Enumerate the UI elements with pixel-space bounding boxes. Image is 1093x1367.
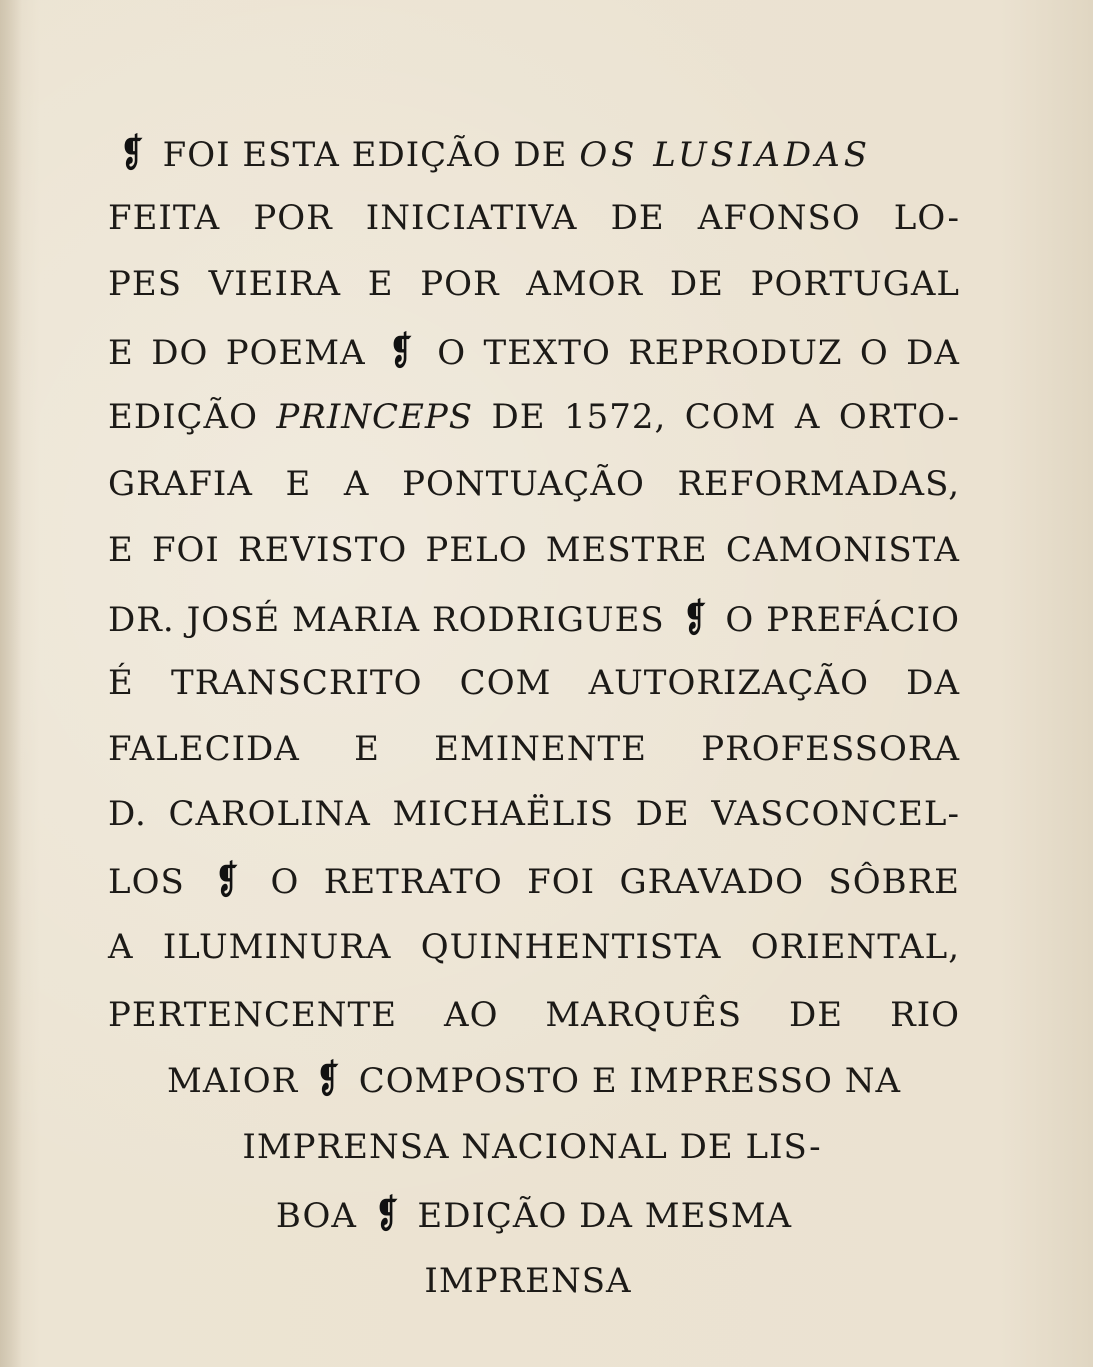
colophon-line-10: FALECIDA E EMINENTE PROFESSORA [108,729,960,769]
line-1-text: FOI ESTA EDIÇÃO DE [162,135,568,175]
pilcrow-icon: ❡ [317,1056,341,1101]
pilcrow-icon: ❡ [683,595,707,640]
line-17-part-b: EDIÇÃO DA MESMA [417,1196,793,1236]
line-4-part-b: O TEXTO REPRODUZ O DA [437,333,960,373]
colophon-line-11: D. CAROLINA MICHAËLIS DE VASCONCEL- [108,794,960,834]
colophon-line-13: A ILUMINURA QUINHENTISTA ORIENTAL, [108,927,960,967]
book-title: OS LUSIADAS [579,135,872,175]
pilcrow-icon: ❡ [389,328,413,373]
colophon-line-9: É TRANSCRITO COM AUTORIZAÇÃO DA [108,663,960,703]
colophon-line-15 [108,1052,960,1106]
line-12-part-a: LOS [108,862,185,902]
colophon-line-3: PES VIEIRA E POR AMOR DE PORTUGAL [108,264,960,304]
page-edge-shadow [0,0,22,1367]
colophon-line-4 [108,324,960,378]
colophon-line-16: IMPRENSA NACIONAL DE LIS- [242,1127,822,1167]
colophon-line-18: IMPRENSA [424,1261,632,1301]
colophon-line-17 [108,1187,960,1241]
line-8-part-b: O PREFÁCIO [725,600,960,640]
colophon-line-2: FEITA POR INICIATIVA DE AFONSO LO- [108,198,960,238]
line-8-part-a: DR. JOSÉ MARIA RODRIGUES [108,600,665,640]
colophon-line-5 [108,390,960,444]
colophon-line-1 [114,126,966,180]
line-15-part-a: MAIOR [167,1061,299,1101]
line-12-part-b: O RETRATO FOI GRAVADO SÔBRE [270,862,961,902]
line-5-part-a: EDIÇÃO [108,397,258,437]
line-15-part-b: COMPOSTO E IMPRESSO NA [358,1061,901,1101]
princeps-word: PRINCEPS [276,397,474,437]
colophon-line-14: PERTENCENTE AO MARQUÊS DE RIO [108,995,960,1035]
pilcrow-icon: ❡ [375,1191,399,1236]
line-5-part-c: DE 1572, COM A ORTO- [491,397,961,437]
colophon-line-12 [108,853,960,907]
pilcrow-icon: ❡ [216,857,240,902]
line-17-part-a: BOA [275,1196,357,1236]
colophon-line-6: GRAFIA E A PONTUAÇÃO REFORMADAS, [108,464,960,504]
colophon-line-7: E FOI REVISTO PELO MESTRE CAMONISTA [108,530,960,570]
line-4-part-a: E DO POEMA [108,333,366,373]
pilcrow-icon: ❡ [120,130,144,175]
colophon-line-8 [108,591,960,645]
